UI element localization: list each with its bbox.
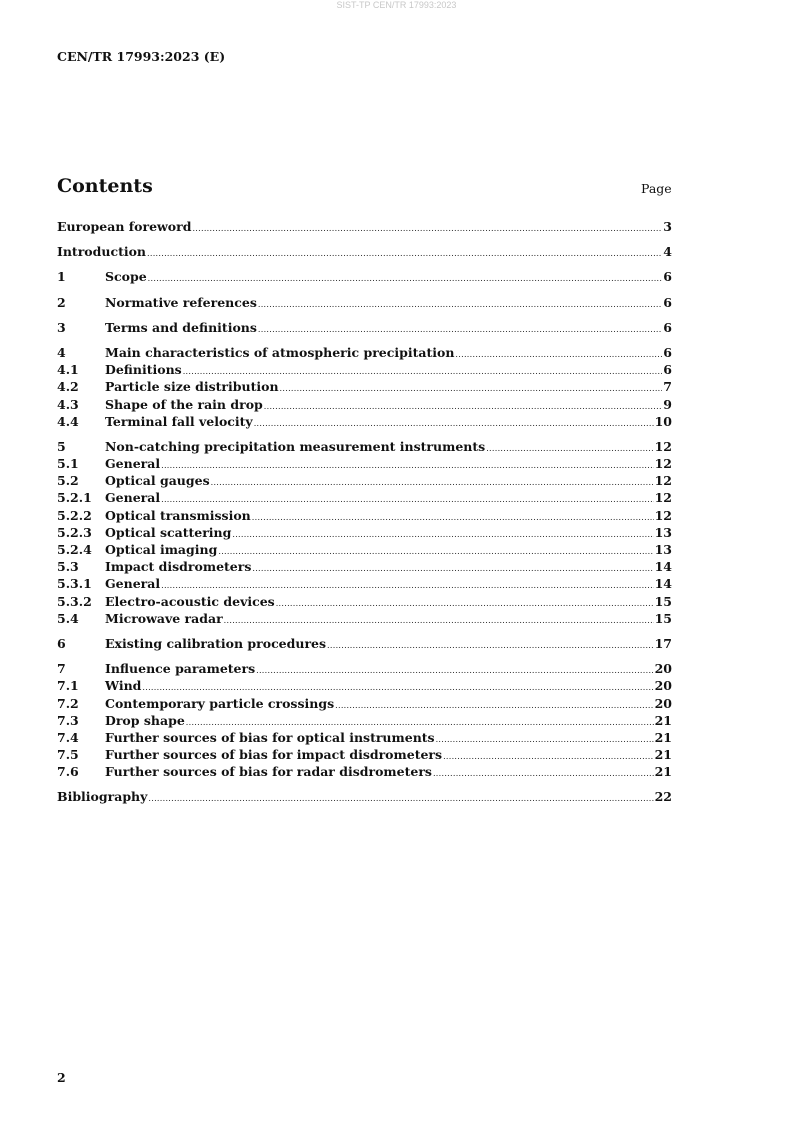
- toc-entry-title: Influence parameters: [105, 661, 256, 677]
- toc-leader-dots: [148, 270, 663, 287]
- toc-entry[interactable]: [57, 660, 672, 677]
- toc-entry[interactable]: [57, 319, 672, 336]
- toc-entry-page: 12: [654, 507, 672, 523]
- toc-entry-page: 21: [654, 747, 672, 763]
- toc-entry-title: Non-catching precipitation measurement instruments: [105, 438, 486, 454]
- toc-entry-page: 6: [663, 362, 672, 378]
- toc-entry-number: 3: [57, 319, 66, 335]
- toc-entry-title: Scope: [105, 269, 147, 285]
- toc-entry[interactable]: [57, 635, 672, 652]
- toc-entry-number: 5.2.4: [57, 542, 92, 557]
- toc-entry-number: 7.1: [57, 678, 79, 694]
- toc-entry-page: 20: [654, 678, 672, 694]
- toc-entry-title: Further sources of bias for impact disdrometers: [105, 747, 443, 763]
- toc-leader-dots: [211, 474, 654, 491]
- toc-entry-title: General: [105, 490, 161, 506]
- toc-leader-dots: [224, 612, 654, 629]
- toc-entry-title: Terminal fall velocity: [105, 413, 253, 429]
- toc-entry[interactable]: [57, 575, 672, 592]
- toc-entry-number: 2: [57, 294, 66, 310]
- toc-entry-number: 7: [57, 661, 66, 677]
- toc-entry-title: Main characteristics of atmospheric precipitation: [105, 344, 455, 360]
- toc-entry-page: 20: [654, 661, 672, 677]
- toc-entry[interactable]: [57, 558, 672, 575]
- toc-entry-page: 9: [663, 396, 672, 412]
- toc-entry-number: 5.3: [57, 559, 79, 575]
- toc-entry-number: 5.2: [57, 473, 79, 489]
- toc-entry-title: Particle size distribution: [105, 379, 279, 395]
- toc-entry[interactable]: [57, 695, 672, 712]
- toc-entry-number: 7.2: [57, 695, 79, 711]
- watermark: SIST-TP CEN/TR 17993:2023: [336, 0, 457, 10]
- toc-entry-title: European foreword: [57, 219, 192, 234]
- toc-entry[interactable]: [57, 677, 672, 694]
- toc-entry[interactable]: [57, 763, 672, 780]
- toc-entry[interactable]: [57, 610, 672, 627]
- toc-entry-title: Bibliography: [57, 789, 148, 805]
- toc-entry-number: 4.1: [57, 362, 79, 378]
- toc-entry-number: 7.4: [57, 729, 79, 745]
- toc-entry-page: 10: [654, 413, 672, 429]
- toc-entry-title: General: [105, 576, 161, 592]
- toc-leader-dots: [256, 662, 653, 679]
- toc-entry[interactable]: [57, 455, 672, 472]
- toc-entry-number: 5.3.1: [57, 576, 92, 592]
- toc-entry-page: 12: [654, 438, 672, 454]
- toc-entry[interactable]: [57, 489, 672, 506]
- toc-entry-page: 14: [654, 559, 672, 575]
- toc-leader-dots: [276, 595, 654, 612]
- toc-entry[interactable]: [57, 294, 672, 311]
- toc-entry-number: 5.2.1: [57, 490, 92, 506]
- toc-leader-dots: [258, 296, 662, 313]
- toc-entry-page: 6: [663, 344, 672, 360]
- toc-entry-title: Electro-acoustic devices: [105, 593, 275, 609]
- toc-leader-dots: [335, 697, 653, 714]
- toc-entry-page: 13: [654, 524, 672, 540]
- page-column-label: Page: [641, 181, 672, 196]
- toc-entry[interactable]: [57, 218, 672, 235]
- toc-entry[interactable]: [57, 378, 672, 395]
- toc-entry-title: Optical imaging: [105, 542, 218, 557]
- toc-entry-title: Normative references: [105, 294, 257, 310]
- toc-entry-title: Wind: [105, 678, 142, 694]
- toc-entry[interactable]: [57, 361, 672, 378]
- toc-entry-title: Further sources of bias for radar disdrometers: [105, 764, 432, 780]
- toc-entry-number: 7.5: [57, 747, 79, 763]
- toc-entry-page: 21: [654, 729, 672, 745]
- toc-entry-number: 5.1: [57, 456, 79, 472]
- toc-entry-page: 14: [654, 576, 672, 592]
- table-of-contents: [57, 218, 672, 806]
- toc-entry-title: Existing calibration procedures: [105, 635, 327, 651]
- toc-entry-number: 5.2.2: [57, 507, 92, 523]
- toc-entry-page: 3: [663, 219, 672, 234]
- toc-entry-page: 12: [654, 473, 672, 489]
- toc-leader-dots: [264, 398, 663, 415]
- toc-entry[interactable]: [57, 524, 672, 541]
- toc-leader-dots: [218, 543, 653, 560]
- toc-entry[interactable]: [57, 746, 672, 763]
- toc-leader-dots: [443, 748, 654, 765]
- toc-entry-title: Further sources of bias for optical instruments: [105, 729, 435, 745]
- toc-leader-dots: [327, 637, 654, 654]
- toc-entry-page: 20: [654, 695, 672, 711]
- toc-entry-number: 4: [57, 344, 66, 360]
- toc-entry-page: 22: [654, 789, 672, 805]
- toc-entry-number: 1: [57, 269, 66, 285]
- toc-entry[interactable]: [57, 472, 672, 489]
- toc-entry-number: 5.4: [57, 610, 79, 626]
- toc-leader-dots: [258, 321, 662, 338]
- document-id: CEN/TR 17993:2023 (E): [57, 49, 226, 64]
- toc-entry-page: 17: [654, 635, 672, 651]
- toc-entry-title: Drop shape: [105, 712, 185, 728]
- toc-entry-title: Terms and definitions: [105, 319, 257, 335]
- toc-leader-dots: [192, 220, 662, 237]
- toc-entry-title: Definitions: [105, 362, 182, 378]
- toc-entry-title: Optical gauges: [105, 473, 210, 489]
- toc-entry[interactable]: [57, 507, 672, 524]
- toc-leader-dots: [252, 509, 654, 526]
- toc-entry-number: 6: [57, 635, 66, 651]
- toc-entry-page: 15: [654, 593, 672, 609]
- toc-entry[interactable]: [57, 413, 672, 430]
- toc-entry-page: 12: [654, 456, 672, 472]
- toc-leader-dots: [433, 765, 654, 782]
- toc-entry-page: 6: [663, 294, 672, 310]
- toc-entry-title: Optical transmission: [105, 507, 251, 523]
- toc-entry-title: Contemporary particle crossings: [105, 695, 335, 711]
- toc-entry-title: Optical scattering: [105, 524, 232, 540]
- toc-entry-number: 7.3: [57, 712, 79, 728]
- toc-entry-page: 21: [654, 764, 672, 780]
- toc-leader-dots: [161, 457, 653, 474]
- toc-entry[interactable]: [57, 712, 672, 729]
- toc-entry-number: 5: [57, 438, 66, 454]
- toc-entry[interactable]: [57, 729, 672, 746]
- toc-entry[interactable]: [57, 396, 672, 413]
- contents-title: Contents: [57, 175, 153, 197]
- toc-leader-dots: [254, 415, 654, 432]
- toc-leader-dots: [252, 560, 653, 577]
- toc-entry-page: 4: [663, 244, 672, 260]
- toc-entry[interactable]: [57, 268, 672, 285]
- toc-entry-title: Introduction: [57, 244, 147, 260]
- toc-entry-title: Shape of the rain drop: [105, 396, 263, 412]
- toc-entry-number: 4.4: [57, 413, 79, 429]
- toc-entry-page: 15: [654, 610, 672, 626]
- toc-entry[interactable]: [57, 541, 672, 558]
- toc-entry-page: 7: [663, 379, 672, 395]
- toc-entry-page: 13: [654, 542, 672, 557]
- toc-leader-dots: [148, 790, 653, 807]
- toc-entry-title: General: [105, 456, 161, 472]
- toc-entry-number: 5.2.3: [57, 524, 92, 540]
- toc-entry-page: 6: [663, 269, 672, 285]
- toc-entry-number: 7.6: [57, 764, 79, 780]
- toc-leader-dots: [147, 245, 662, 262]
- toc-entry-page: 12: [654, 490, 672, 506]
- toc-entry[interactable]: [57, 788, 672, 805]
- toc-entry[interactable]: [57, 243, 672, 260]
- toc-entry-number: 5.3.2: [57, 593, 92, 609]
- page-number: 2: [57, 1070, 66, 1085]
- toc-leader-dots: [232, 526, 653, 543]
- toc-entry[interactable]: [57, 344, 672, 361]
- toc-entry-page: 6: [663, 319, 672, 335]
- toc-entry-page: 21: [654, 712, 672, 728]
- toc-entry-title: Impact disdrometers: [105, 559, 252, 575]
- toc-leader-dots: [280, 380, 663, 397]
- toc-leader-dots: [486, 440, 653, 457]
- toc-entry-number: 4.2: [57, 379, 79, 395]
- toc-entry[interactable]: [57, 593, 672, 610]
- toc-leader-dots: [455, 346, 662, 363]
- toc-entry-title: Microwave radar: [105, 610, 223, 626]
- toc-leader-dots: [436, 731, 654, 748]
- toc-entry-number: 4.3: [57, 396, 79, 412]
- toc-entry[interactable]: [57, 438, 672, 455]
